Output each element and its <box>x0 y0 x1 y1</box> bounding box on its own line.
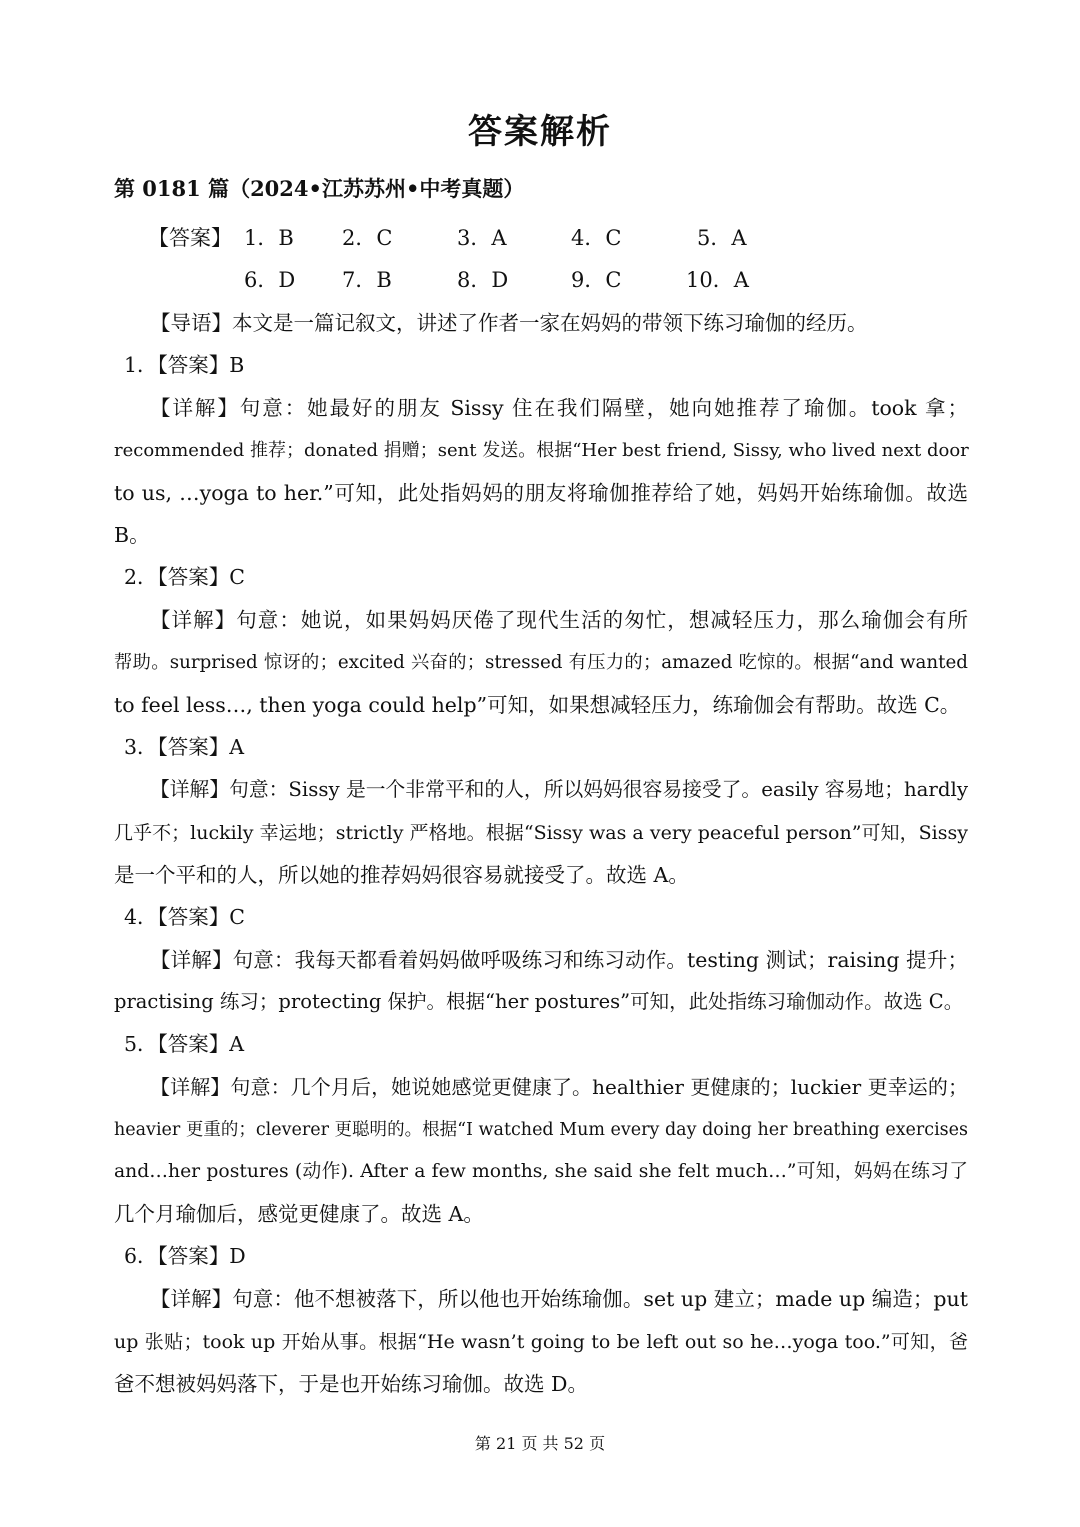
item-explanation-line: practising 练习；protecting 保护。根据“her postures”可知，此处指练习瑜伽动作。故选 C。 <box>114 990 964 1013</box>
answer-key-cell: 7．B <box>342 268 392 292</box>
item-answer: 6．【答案】D <box>124 1244 246 1268</box>
answer-key-cell: 1．B <box>244 226 294 250</box>
item-explanation-line: 【详解】句意：他不想被落下，所以他也开始练瑜伽。set up 建立；made up 编造；put <box>150 1287 968 1311</box>
answer-key-cell: 9．C <box>571 268 622 292</box>
item-explanation-line: 几乎不；luckily 幸运地；strictly 严格地。根据“Sissy was a very peaceful person”可知，Sissy <box>114 822 968 844</box>
item-explanation-line: recommended 推荐；donated 捐赠；sent 发送。根据“Her best friend, Sissy, who lived next door <box>114 440 969 461</box>
answer-key-cell: 10．A <box>686 268 749 292</box>
intro-text: 【导语】本文是一篇记叙文，讲述了作者一家在妈妈的带领下练习瑜伽的经历。 <box>150 311 868 335</box>
item-explanation-line: 【详解】句意：她最好的朋友 Sissy 住在我们隔壁，她向她推荐了瑜伽。took 拿； <box>150 396 968 420</box>
item-explanation-line: 【详解】句意：Sissy 是一个非常平和的人，所以妈妈很容易接受了。easily 容易地；hardly <box>150 778 968 801</box>
item-answer: 5．【答案】A <box>124 1032 245 1056</box>
page-title: 答案解析 <box>468 112 612 152</box>
answer-key-cell: 2．C <box>342 226 393 250</box>
item-answer: 4．【答案】C <box>124 905 245 929</box>
item-explanation-line: B。 <box>114 523 150 547</box>
answer-key-cell: 5．A <box>697 226 747 250</box>
item-explanation-line: 【详解】句意：几个月后，她说她感觉更健康了。healthier 更健康的；luckier 更幸运的； <box>150 1075 968 1099</box>
item-explanation-line: to us, …yoga to her.”可知，此处指妈妈的朋友将瑜伽推荐给了她，妈妈开始练瑜伽。故选 <box>114 481 968 505</box>
item-explanation-line: and…her postures (动作). After a few months, she said she felt much…”可知，妈妈在练习了 <box>114 1161 968 1182</box>
item-answer: 1．【答案】B <box>124 353 245 377</box>
answer-key-cell: 8．D <box>457 268 509 292</box>
item-explanation-line: to feel less…, then yoga could help”可知，如果想减轻压力，练瑜伽会有帮助。故选 C。 <box>114 693 961 717</box>
passage-heading: 第 0181 篇（2024•江苏苏州•中考真题） <box>114 176 525 201</box>
item-answer: 3．【答案】A <box>124 735 245 759</box>
item-explanation-line: 爸不想被妈妈落下，于是也开始练习瑜伽。故选 D。 <box>114 1372 588 1396</box>
item-explanation-line: up 张贴；took up 开始从事。根据“He wasn’t going to be left out so he…yoga too.”可知，爸 <box>114 1331 968 1353</box>
answer-key-label: 【答案】 <box>148 226 232 250</box>
answer-key-cell: 4．C <box>571 226 622 250</box>
item-explanation-line: heavier 更重的；cleverer 更聪明的。根据“I watched Mum every day doing her breathing exercises <box>114 1120 968 1140</box>
item-explanation-line: 【详解】句意：她说，如果妈妈厌倦了现代生活的匆忙，想减轻压力，那么瑜伽会有所 <box>150 608 968 632</box>
item-explanation-line: 几个月瑜伽后，感觉更健康了。故选 A。 <box>114 1202 484 1226</box>
answer-key-cell: 6．D <box>244 268 296 292</box>
item-explanation-line: 是一个平和的人，所以她的推荐妈妈很容易就接受了。故选 A。 <box>114 863 689 887</box>
answer-key-cell: 3．A <box>457 226 507 250</box>
item-answer: 2．【答案】C <box>124 565 245 589</box>
item-explanation-line: 【详解】句意：我每天都看着妈妈做呼吸练习和练习动作。testing 测试；raising 提升； <box>150 948 968 972</box>
item-explanation-line: 帮助。surprised 惊讶的；excited 兴奋的；stressed 有压力的；amazed 吃惊的。根据“and wanted <box>114 652 968 673</box>
page-footer: 第 21 页 共 52 页 <box>474 1434 606 1453</box>
